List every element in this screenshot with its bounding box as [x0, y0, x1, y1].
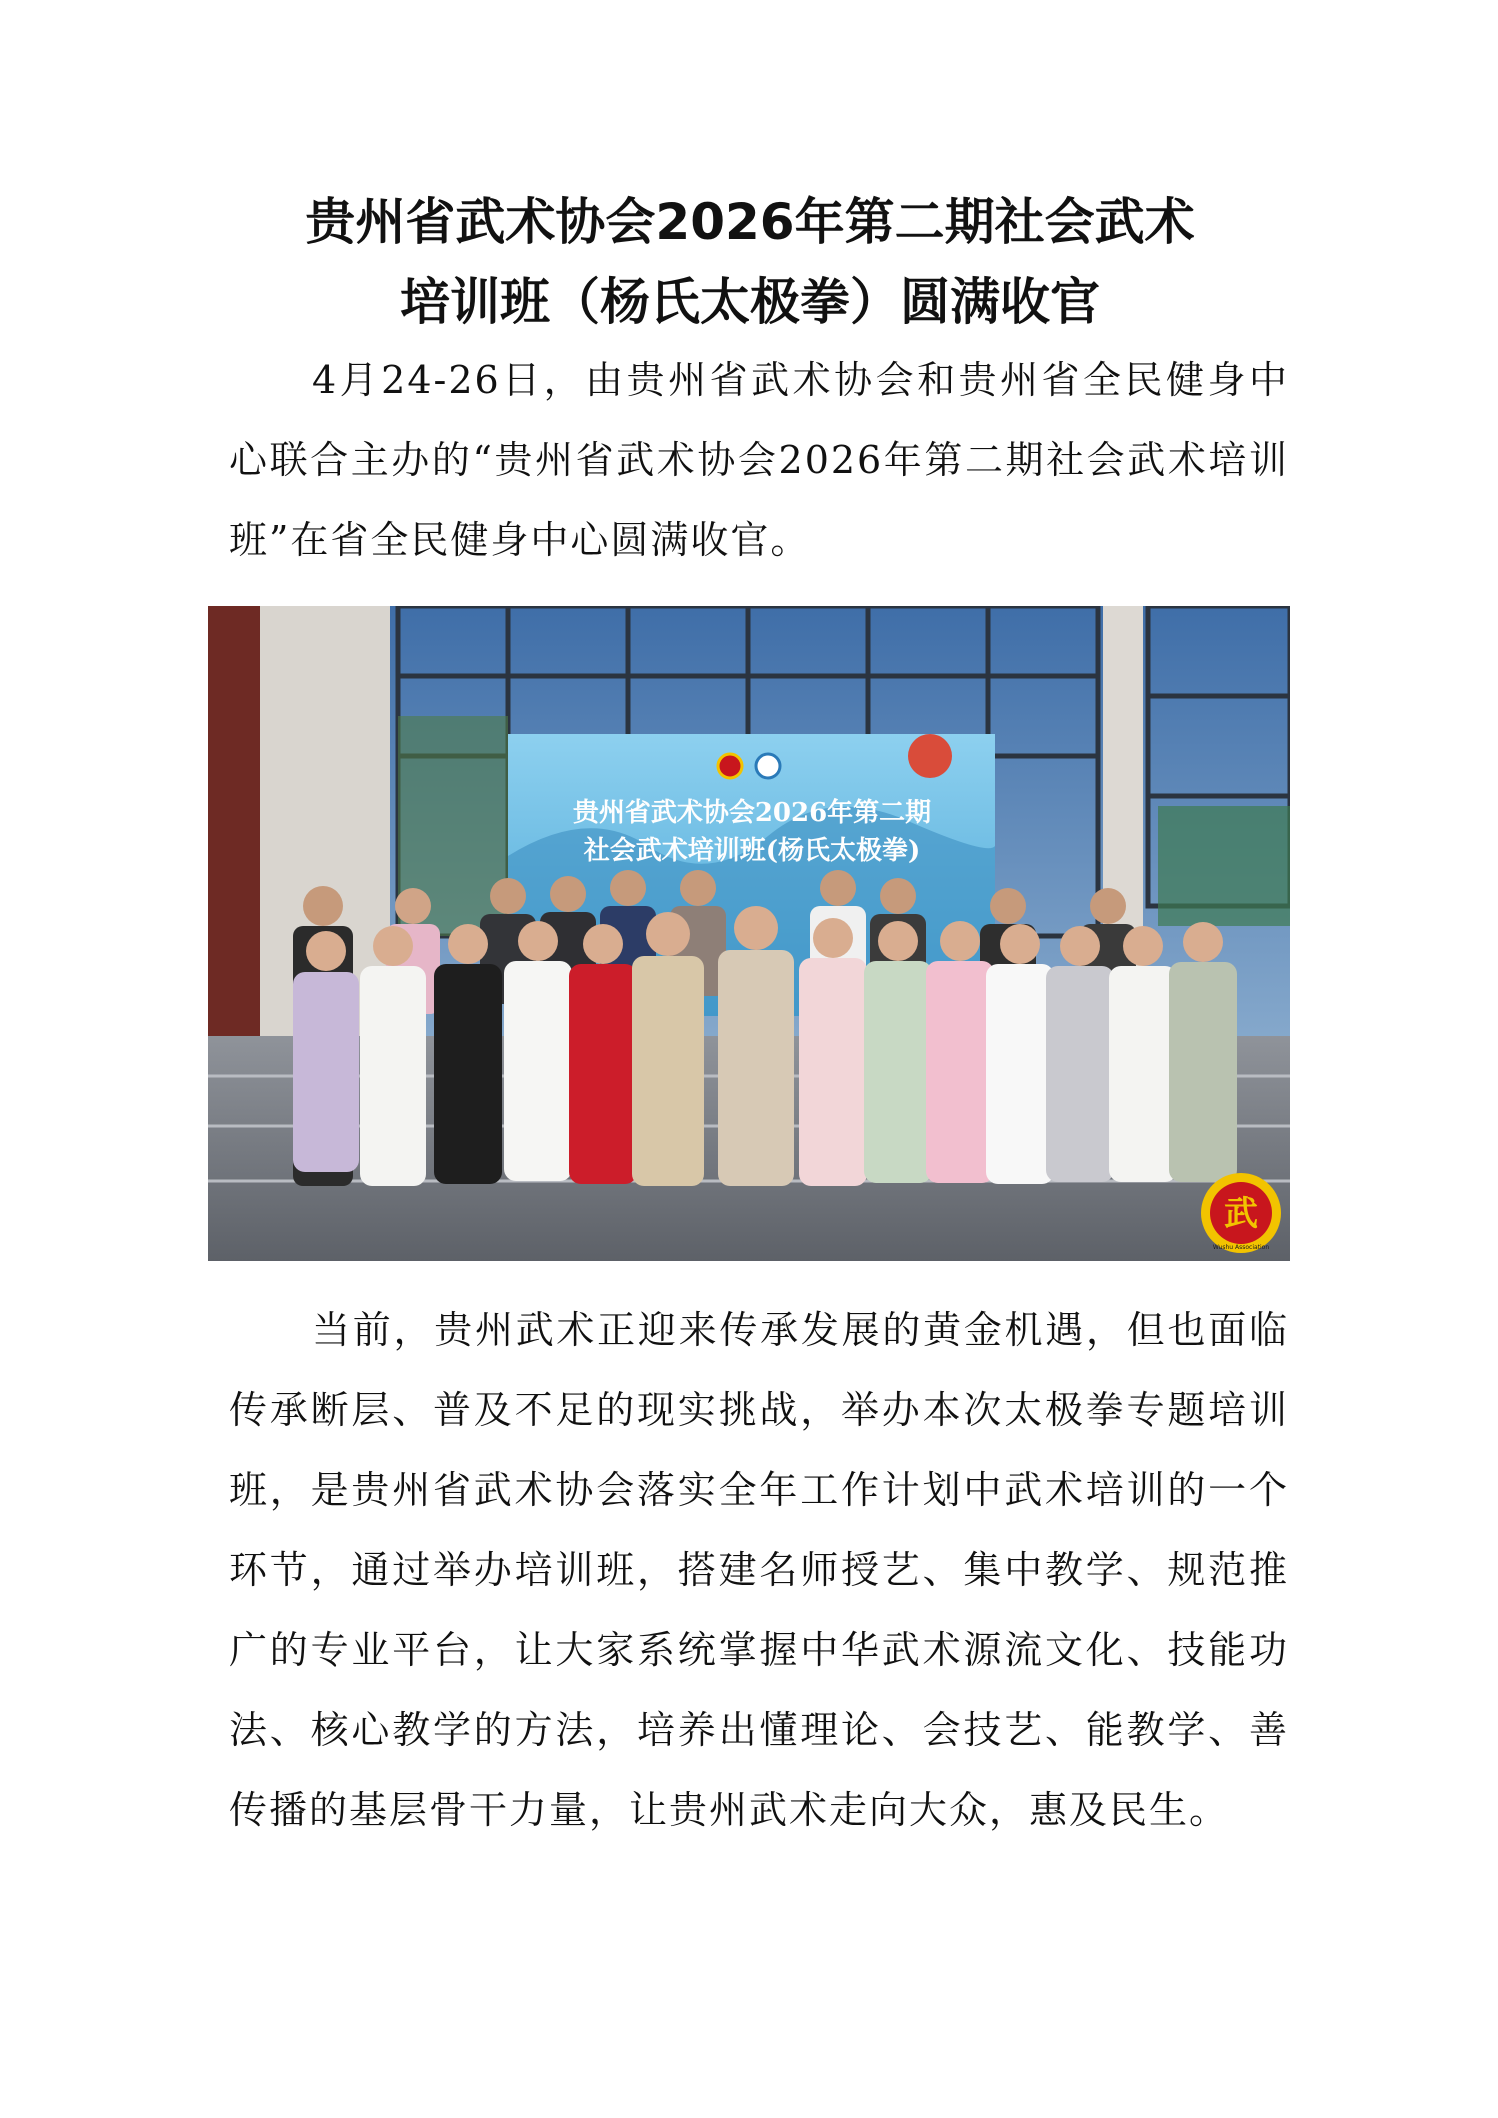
- photo-logo-caption: Wushu Association: [1212, 1244, 1270, 1251]
- paragraph-body: 当前，贵州武术正迎来传承发展的黄金机遇，但也面临传承断层、普及不足的现实挑战，举办本次太极拳专题培训班，是贵州省武术协会落实全年工作计划中武术培训的一个环节，通过举办培训班，搭建名师授艺、集中教学、规范推广的专业平台，让大家系统掌握中华武术源流文化、技能功法、核心教学的方法，培养出懂理论、会技艺、能教学、善传播的基层骨干力量，让贵州武术走向大众，惠及民生。: [229, 1308, 1289, 1832]
- photo-corner-logo: [1201, 1173, 1281, 1253]
- photo-logo-char: 武: [1224, 1194, 1258, 1234]
- paragraph-intro: 4月24-26日，由贵州省武术协会和贵州省全民健身中心联合主办的“贵州省武术协会2026年第二期社会武术培训班”在省全民健身中心圆满收官。: [229, 358, 1289, 562]
- photo-banner-logo: [718, 754, 742, 778]
- group-photo: [208, 606, 1290, 1261]
- photo-banner-sun: [908, 734, 952, 778]
- article-title-line-2: 培训班（杨氏太极拳）圆满收官: [400, 273, 1100, 331]
- photo-banner-line-2: 社会武术培训班(杨氏太极拳): [583, 836, 921, 866]
- photo-trees-right: [1158, 806, 1290, 926]
- photo-banner-logo-2: [756, 754, 780, 778]
- article-title-line-1: 贵州省武术协会2026年第二期社会武术: [305, 193, 1195, 251]
- photo-banner-line-1: 贵州省武术协会2026年第二期: [572, 798, 932, 828]
